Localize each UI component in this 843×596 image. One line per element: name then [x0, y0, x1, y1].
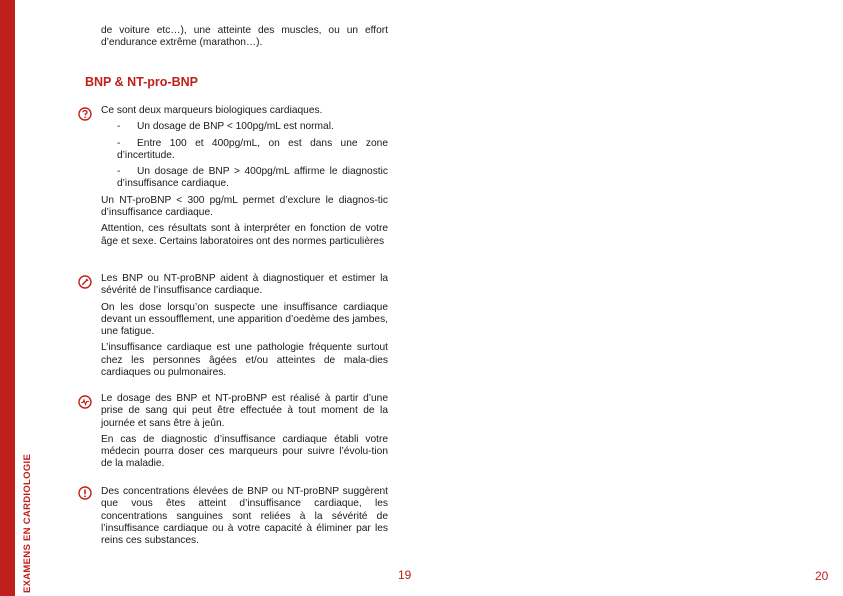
pencil-icon — [78, 275, 92, 289]
s1-p2: Un NT-proBNP < 300 pg/mL permet d’exclure le diagnos-tic d’insuffisance cardiaque. — [101, 194, 388, 219]
section-diagnosis — [78, 273, 388, 379]
s1-lead: Ce sont deux marqueurs biologiques cardiaques. — [101, 105, 323, 116]
section-markers — [78, 105, 388, 248]
s1-bullet-1: - Un dosage de BNP < 100pg/mL est normal. — [117, 121, 334, 133]
s2-p1: Les BNP ou NT-proBNP aident à diagnostiquer et estimer la sévérité de l’insuffisance cardiaque. — [101, 273, 388, 297]
intro-text: de voiture etc…), une atteinte des muscles, ou un effort d’endurance extrême (marathon…). — [101, 25, 388, 49]
s1-p3: Attention, ces résultats sont à interpréter en fonction de votre âge et sexe. Certains laboratoires ont des normes particulières — [101, 223, 388, 247]
section-concentrations — [78, 486, 388, 547]
section-heading: BNP & NT-pro-BNP — [85, 75, 198, 89]
side-label: EXAMENS EN CARDIOLOGIE — [22, 453, 33, 593]
page-number-left: 19 — [398, 568, 412, 582]
warning-icon — [78, 486, 92, 500]
pulse-icon — [78, 395, 92, 409]
s3-p1: Le dosage des BNP et NT-proBNP est réalisé à partir d’une prise de sang qui peut être effectuée à tout moment de la journée et sans être à jeûn. — [101, 393, 388, 429]
s2-p2: On les dose lorsqu’on suspecte une insuffisance cardiaque devant un essoufflement, une apparition d’oedème des jambes, une fatigue. — [101, 301, 388, 338]
s1-bullet-2: - Entre 100 et 400pg/mL, on est dans une zone d’incertitude. — [117, 137, 388, 161]
page-number-right: 20 — [815, 569, 829, 583]
intro-block — [78, 25, 388, 50]
s2-p3: L’insuffisance cardiaque est une pathologie fréquente surtout chez les personnes âgées et/ou atteintes de mala-dies cardiaques ou pulmonaires. — [101, 342, 388, 379]
section-blood-test — [78, 393, 388, 471]
s4-p1: Des concentrations élevées de BNP ou NT-proBNP suggèrent que vous êtes atteint d’insuffisance cardiaque, les concentrations sanguines sont reliées à la sévérité de l’insuffisance cardiaque ou à votre capacité à éliminer par les reins ces substances. — [101, 486, 388, 547]
s3-p2: En cas de diagnostic d’insuffisance cardiaque établi votre médecin pourra doser ces marqueurs pour suivre l’évolu-tion de la maladie. — [101, 433, 388, 470]
question-icon — [78, 107, 92, 121]
s1-bullet-3: - Un dosage de BNP > 400pg/mL affirme le diagnostic d’insuffisance cardiaque. — [117, 166, 388, 190]
side-strip — [0, 0, 15, 596]
